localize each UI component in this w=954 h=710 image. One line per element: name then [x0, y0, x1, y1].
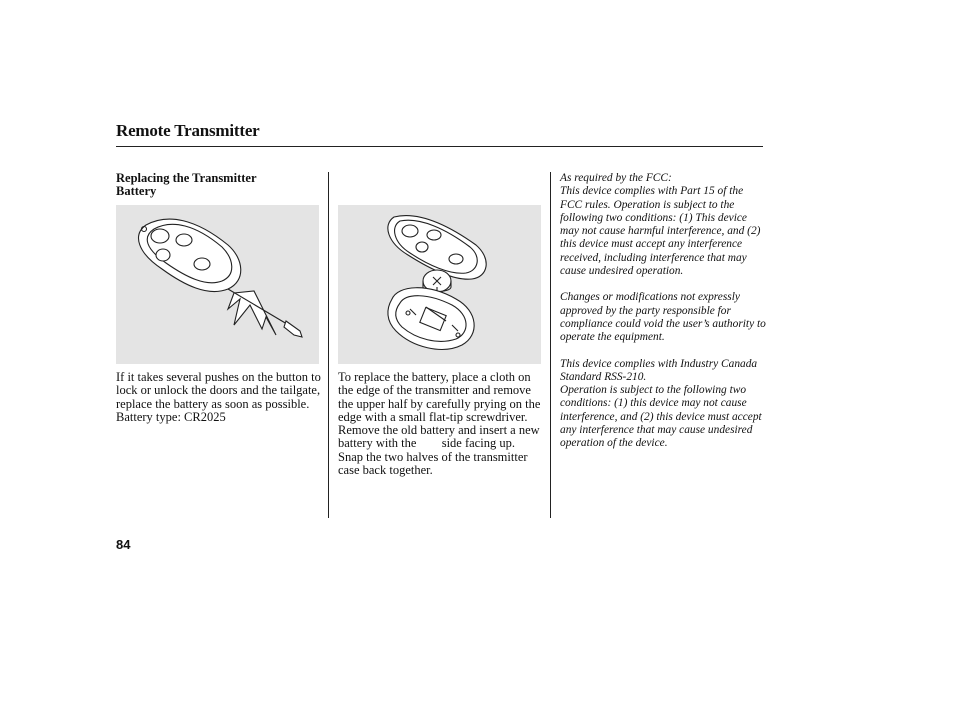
figure-prying-transmitter [116, 205, 319, 364]
figure-battery-replacement [338, 205, 541, 364]
page-number: 84 [116, 537, 131, 552]
column-2 [338, 205, 543, 477]
transmitter-pry-illustration [116, 205, 319, 364]
column-divider-2 [550, 172, 551, 518]
battery-type: Battery type: CR2025 [116, 409, 226, 424]
page-title: Remote Transmitter [116, 121, 260, 140]
title-rule [116, 146, 763, 147]
replace-battery-note: If it takes several pushes on the button to lock or unlock the doors and the tailgate, replace the battery as soon as possible. [116, 370, 321, 411]
industry-canada-text: This device complies with Industry Canada Standard RSS-210. [560, 357, 758, 383]
changes-warning: Changes or modifications not expressly approved by the party responsible for compliance could void the user’s authority to operate the equipment. [560, 291, 766, 344]
column-1 [116, 172, 321, 424]
instructions-part-2: side facing up. Snap the two halves of the transmitter case back together. [338, 436, 528, 478]
operation-conditions: Operation is subject to the following two conditions: (1) this device may not cause interference, and (2) this device must accept any interference that may cause undesired operation of the device. [560, 384, 762, 450]
column-divider-1 [328, 172, 329, 518]
section-heading: Replacing the Transmitter Battery [116, 171, 257, 198]
replacement-instructions [338, 371, 543, 477]
fcc-heading: As required by the FCC: [560, 172, 672, 184]
battery-replacement-illustration [338, 205, 541, 364]
instructions-part-1: To replace the battery, place a cloth on the edge of the transmitter and remove the upper half by carefully prying on the edge with a small flat-tip screwdriver. Remove the old battery and insert a new battery with the [338, 370, 541, 451]
fcc-compliance-text: This device complies with Part 15 of the FCC rules. Operation is subject to the following two conditions: (1) This device may not cause harmful interference, and (2) this device must accept any interference received, including interference that may cause undesired operation. [560, 185, 761, 278]
column-3 [560, 172, 766, 451]
